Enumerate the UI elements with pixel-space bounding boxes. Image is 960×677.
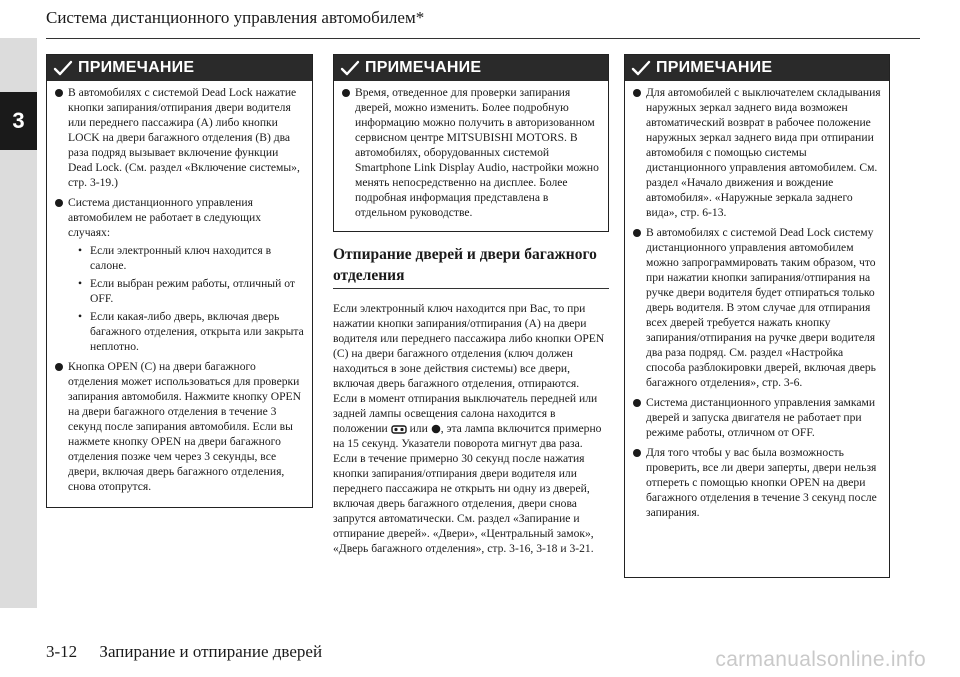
note-subitem-text: Если какая-либо дверь, включая дверь багажного отделения, открыта или закрыта неплотно. [90, 310, 304, 353]
note-heading [334, 55, 608, 81]
bullet-dot [55, 89, 63, 97]
bullet-dot [55, 363, 63, 371]
note-item [55, 195, 304, 354]
page-header-title: Система дистанционного управления автомобилем* [46, 8, 425, 27]
footer-title: Запирание и отпирание дверей [99, 642, 323, 661]
page-footer [46, 642, 322, 662]
page-number: 3-12 [46, 642, 78, 661]
section-body [333, 301, 611, 556]
paragraph-text: , эта лампа включится примерно на 15 секунд. Указатели поворота мигнут два раза. [333, 422, 602, 450]
note-heading-label: ПРИМЕЧАНИЕ [656, 59, 773, 76]
note-item-text: Время, отведенное для проверки запирания дверей, можно изменить. Более подробную информацию можно получить в авторизованном сервисном центре MITSUBISHI MOTORS. В автомобилях, оборудованных системой Smartphone Link Display Audio, настройки можно менять непосредственно на дисплее. Более подробная информация представлена в отдельном руководстве. [355, 86, 599, 219]
note-item-text: Для автомобилей с выключателем складывания наружных зеркал заднего вида возможен автоматический возврат в рабочее положение наружных зеркал заднего вида при отпирании автомобиля с помощью системы дистанционного управления автомобилем. См. раздел «Начало движения и вождение автомобиля». «Наружные зеркала заднего вида», стр. 6-13. [646, 86, 881, 219]
note-item-text: Система дистанционного управления автомобилем не работает в следующих случаях: [68, 196, 262, 239]
note-box-1 [46, 54, 313, 508]
note-item-text: Система дистанционного управления замками дверей и запуска двигателя не работает при режиме работы, отличном от OFF. [646, 396, 876, 439]
paragraph [333, 391, 611, 451]
note-item [633, 395, 881, 440]
pencil-check-icon [340, 60, 360, 76]
note-item [55, 359, 304, 494]
note-subitem: • Если какая-либо дверь, включая дверь багажного отделения, открыта или закрыта неплотно. [78, 310, 304, 353]
watermark: carmanualsonline.info [715, 648, 926, 671]
header-rule [46, 38, 920, 39]
note-heading [625, 55, 889, 81]
paragraph: Если электронный ключ находится при Вас, то при нажатии кнопки запирания/отпирания (A) на двери водителя или переднего пассажира либо кнопки OPEN (C) на двери багажного отделения (ключ должен находиться в зоне действия системы) все двери, включая дверь багажного отделения, отпираются. [333, 302, 605, 390]
door-lamp-icon [391, 424, 407, 435]
note-subitem: • Если электронный ключ находится в салоне. [78, 244, 272, 272]
note-heading-label: ПРИМЕЧАНИЕ [78, 59, 195, 76]
paragraph: Если в течение примерно 30 секунд после нажатия кнопки запирания/отпирания двери водителя или переднего пассажира не открыть ни одну из дверей, включая дверь багажного отделения, двери снова запрутся автоматически. См. раздел «Запирание и отпирание дверей». «Двери», «Центральный замок», «Дверь багажного отделения», стр. 3-16, 3-18 и 3-21. [333, 452, 594, 555]
note-subitem-text: Если электронный ключ находится в салоне. [90, 244, 272, 272]
pencil-check-icon [53, 60, 73, 76]
note-body [334, 81, 608, 231]
chapter-number: 3 [0, 92, 37, 150]
note-subitem-text: Если выбран режим работы, отличный от OFF. [90, 277, 295, 305]
pencil-check-icon [631, 60, 651, 76]
bullet-dot [342, 89, 350, 97]
note-body [625, 81, 889, 531]
note-heading [47, 55, 312, 81]
bullet-dot [633, 449, 641, 457]
bullet-dot [633, 229, 641, 237]
note-item-text: Кнопка OPEN (C) на двери багажного отделения может использоваться для проверки запирания автомобиля. Нажмите кнопку OPEN на двери багажного отделения в течение 3 секунд после запирания автомобиля. Если вы нажмете кнопку OPEN на двери багажного отделения позже чем через 3 секунды, все двери, включая дверь багажного отделения, снова отопрутся. [68, 360, 301, 493]
note-item [55, 85, 304, 190]
bullet-dot [633, 89, 641, 97]
note-item-text: В автомобилях с системой Dead Lock систему дистанционного управления автомобилем можно запрограммировать таким образом, что при нажатии кнопки запирания/отпирания на ручке двери водителя будет отпираться только дверь водителя. В этом случае для отпирания всех дверей требуется нажать кнопку запирания/отпирания на ручке двери водителя два раза подряд. См. раздел «Настройка способа разблокировки дверей, включая дверь багажного отделения», стр. 3-6. [646, 226, 876, 389]
note-body [47, 81, 312, 505]
bullet-dot [633, 399, 641, 407]
paragraph-text: Если в момент отпирания выключатель передней или задней лампы освещения салона находится в положении [333, 392, 598, 435]
bullet-dot [55, 199, 63, 207]
note-item [633, 225, 881, 390]
note-subitem: • Если выбран режим работы, отличный от OFF. [78, 277, 295, 305]
filled-dot-icon [431, 424, 441, 434]
note-item [633, 85, 881, 220]
note-box-2 [333, 54, 609, 232]
note-heading-label: ПРИМЕЧАНИЕ [365, 59, 482, 76]
note-item-text: В автомобилях с системой Dead Lock нажатие кнопки запирания/отпирания двери водителя или переднего пассажира (A) либо кнопки LOCK на двери багажного отделения (B) два раза подряд вызывает включение функции Dead Lock. (См. раздел «Включение системы», стр. 3-19.) [68, 86, 300, 189]
note-item [633, 445, 881, 520]
note-item [342, 85, 600, 220]
note-item-text: Для того чтобы у вас была возможность проверить, все ли двери заперты, двери нельзя отпереть с помощью кнопки OPEN на двери багажного отделения в течение 3 секунд после запирания. [646, 446, 877, 519]
section-title: Отпирание дверей и двери багажного отделения [333, 246, 597, 284]
paragraph-text: или [409, 422, 428, 435]
note-box-3 [624, 54, 890, 578]
section-rule [333, 288, 609, 289]
